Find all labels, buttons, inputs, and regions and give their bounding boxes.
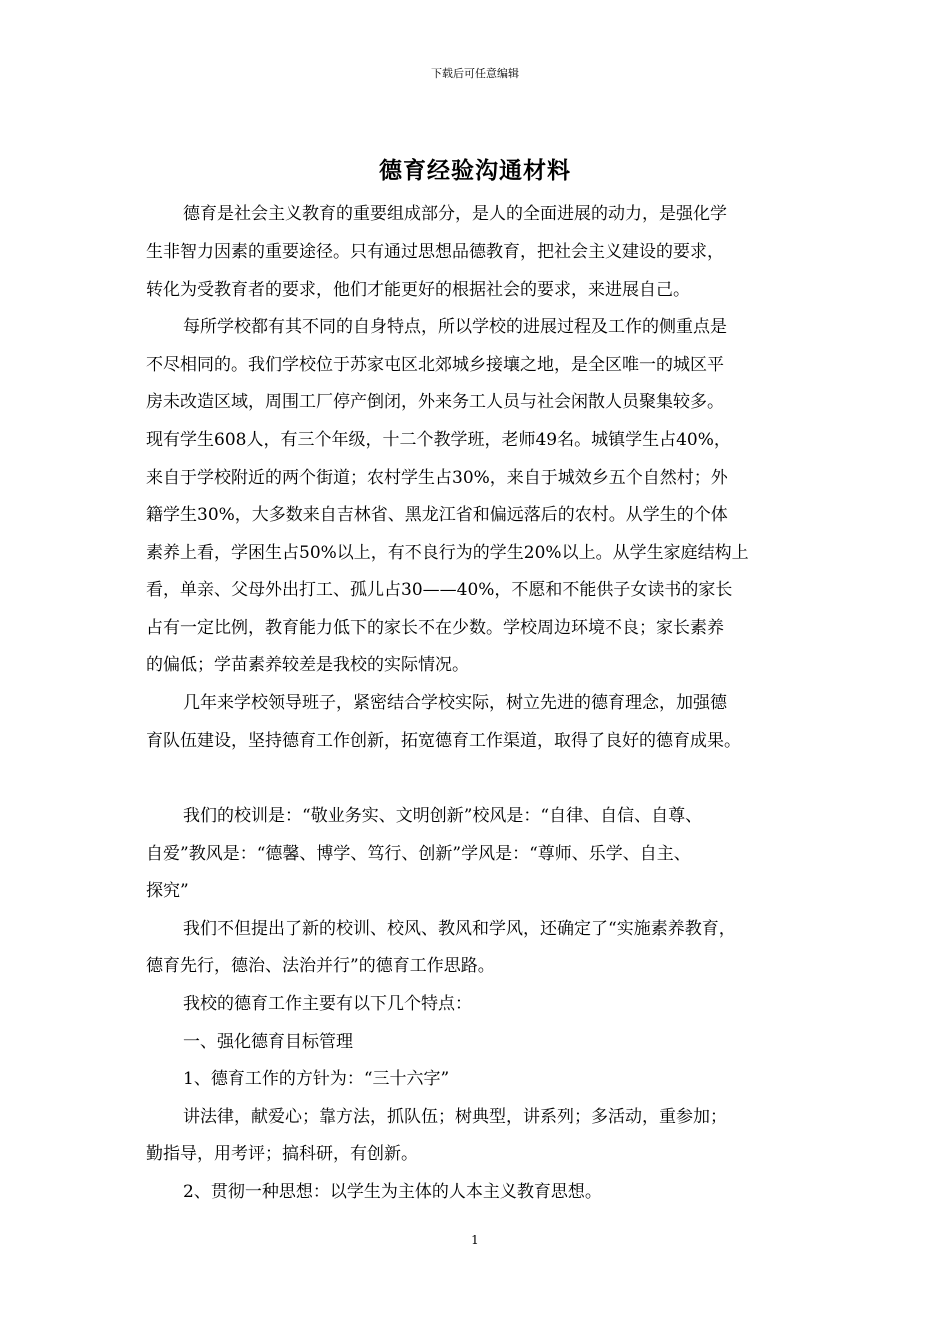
body-text-line: 勤指导，用考评；搞科研，有创新。 [146,1144,418,1164]
body-text-line: 占有一定比例，教育能力低下的家长不在少数。学校周边环境不良；家长素养 [146,618,724,638]
page-number: 1 [471,1233,479,1247]
document-title: 德育经验沟通材料 [379,157,571,184]
body-text-line: 几年来学校领导班子，紧密结合学校实际，树立先进的德育理念，加强德 [183,693,727,713]
body-text-line: 一、强化德育目标管理 [183,1032,353,1052]
page-header-note: 下载后可任意编辑 [431,67,519,80]
body-text-line: 每所学校都有其不同的自身特点，所以学校的进展过程及工作的侧重点是 [183,317,727,337]
body-text-line: 转化为受教育者的要求，他们才能更好的根据社会的要求，来进展自己。 [146,280,690,300]
body-text-line: 育队伍建设，坚持德育工作创新，拓宽德育工作渠道，取得了良好的德育成果。 [146,731,741,751]
body-text-line: 的偏低；学苗素养较差是我校的实际情况。 [146,655,469,675]
body-text-line: 2、贯彻一种思想：以学生为主体的人本主义教育思想。 [183,1182,602,1202]
body-text-line: 我们不但提出了新的校训、校风、教风和学风，还确定了“实施素养教育， [183,919,736,939]
body-text-line: 房未改造区域，周围工厂停产倒闭，外来务工人员与社会闲散人员聚集较多。 [146,392,724,412]
body-text-line: 素养上看，学困生占50%以上，有不良行为的学生20%以上。从学生家庭结构上 [146,543,749,563]
body-text-line: 探究” [146,881,189,901]
body-text-line: 我校的德育工作主要有以下几个特点： [183,994,472,1014]
body-text-line: 1、德育工作的方针为：“三十六字” [183,1069,450,1089]
body-text-line: 看，单亲、父母外出打工、孤儿占30——40%，不愿和不能供子女读书的家长 [146,580,733,600]
body-text-line: 我们的校训是：“敬业务实、文明创新”校风是：“自律、自信、自尊、 [183,806,703,826]
body-text-line: 现有学生608人，有三个年级，十二个教学班，老师49名。城镇学生占40%， [146,430,731,450]
body-text-line: 生非智力因素的重要途径。只有通过思想品德教育，把社会主义建设的要求， [146,242,724,262]
body-text-line: 自爱”教风是：“德馨、博学、笃行、创新”学风是：“尊师、乐学、自主、 [146,844,691,864]
body-text-line: 讲法律，献爱心；靠方法，抓队伍；树典型，讲系列；多活动，重参加； [183,1107,727,1127]
body-text-line: 德育是社会主义教育的重要组成部分，是人的全面进展的动力，是强化学 [183,204,727,224]
body-text-line: 德育先行，德治、法治并行”的德育工作思路。 [146,956,495,976]
body-text-line: 来自于学校附近的两个街道；农村学生占30%，来自于城效乡五个自然村；外 [146,468,728,488]
body-text-line: 籍学生30%，大多数来自吉林省、黑龙江省和偏远落后的农村。从学生的个体 [146,505,728,525]
body-text-line: 不尽相同的。我们学校位于苏家屯区北郊城乡接壤之地，是全区唯一的城区平 [146,355,724,375]
